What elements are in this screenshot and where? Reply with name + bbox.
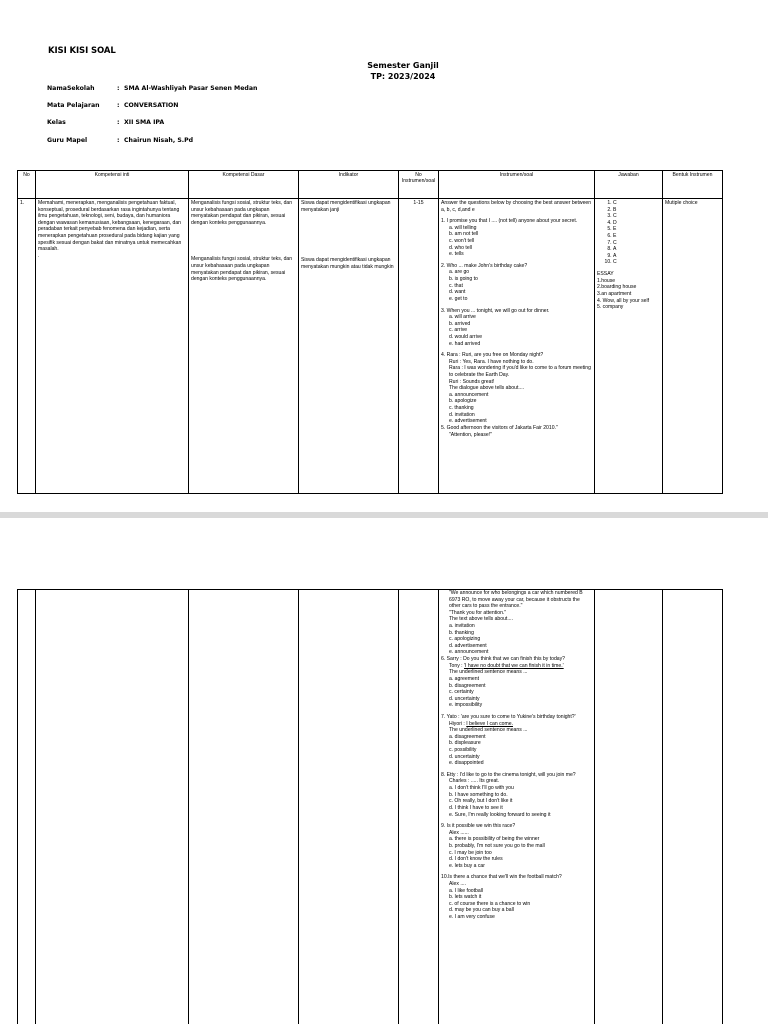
option: c. I may be join too bbox=[449, 849, 492, 856]
option: a. are go bbox=[449, 269, 470, 276]
question-5: 5. Good afternoon the visitors of Jakarta Fair 2010." bbox=[441, 424, 558, 431]
option: e. get to bbox=[449, 295, 468, 302]
option: e. had arrived bbox=[449, 340, 481, 347]
option: c. possibility bbox=[449, 747, 477, 754]
option: a. invitation bbox=[449, 623, 475, 630]
essay-answer: 5. company bbox=[597, 304, 624, 311]
option: b. apologize bbox=[449, 398, 477, 405]
ki-dot: . bbox=[38, 252, 40, 259]
underlined-sentence: I believe I can come. bbox=[466, 720, 513, 727]
header-kompetensi-inti: Kompetensi inti bbox=[36, 171, 189, 199]
question-3: 3. When you ... tonight, we will go out for dinner. bbox=[441, 307, 550, 314]
option: a. disagreement bbox=[449, 733, 486, 740]
option: b. disagreement bbox=[449, 682, 486, 689]
option: e. tells bbox=[449, 251, 464, 258]
option: c. arrive bbox=[449, 327, 468, 334]
speaker-label: Tony : bbox=[449, 662, 465, 669]
question-9: 9. Is it possible we win this race? bbox=[441, 823, 516, 830]
kisi-table bbox=[17, 170, 723, 494]
answer-item: 7. C bbox=[613, 240, 660, 247]
dialogue-line: Charles : ..... Its great. bbox=[449, 778, 500, 785]
option: b. thanking bbox=[449, 629, 474, 636]
option: c. won't tell bbox=[449, 238, 475, 245]
info-label: Guru Mapel bbox=[47, 137, 88, 144]
option: d. I think I have to see it bbox=[449, 804, 503, 811]
header-kompetensi-dasar: Kompetensi Dasar bbox=[189, 171, 299, 199]
answer-item: 9. A bbox=[613, 253, 660, 260]
option: d. would arrive bbox=[449, 333, 483, 340]
option: a. announcement bbox=[449, 391, 489, 398]
question-2: 2. Who ... make John's birthday cake? bbox=[441, 262, 528, 269]
table-row bbox=[18, 590, 723, 1024]
option: b. I have something to do. bbox=[449, 791, 508, 798]
essay-answer: 2.boarding house bbox=[597, 284, 637, 291]
dialogue-line: "Attention, please!" bbox=[449, 431, 492, 438]
dialogue-line: Ruri : Yes, Rara. I have nothing to do. bbox=[449, 358, 534, 365]
cell-kompetensi-inti bbox=[36, 199, 189, 494]
dialogue-line: Alex .... bbox=[449, 880, 466, 887]
info-value: SMA Al-Washliyah Pasar Senen Medan bbox=[124, 85, 258, 92]
answer-key-list bbox=[597, 200, 660, 266]
answer-item: 2. B bbox=[613, 207, 660, 214]
essay-title: ESSAY bbox=[597, 271, 614, 278]
ki-text: Memahami, menerapkan, menganalisis pengetahuan faktual, konseptual, prosedural berdasarkan rasa ingintahunya tentang ilmu pengetahuan, teknologi, seni, budaya, dan humaniora dengan wawasan kemanusiaan, kebangsaan, kenegaraan, dan peradaban terkait penyebab fenomena dan kejadian, serta menerapkan pengetahuan prosedural pada bidang kajian yang spesifik sesuai dengan bakat dan minatnya untuk memecahkan masalah. bbox=[38, 200, 182, 253]
question-6: 6. Sarry : Do you think that we can finish this by today? bbox=[441, 656, 566, 663]
question-prompt: The underlined sentence means ... bbox=[449, 727, 528, 734]
text-line: "We announce for who belongings a car which numbered B 6973 RO, to move away your car, because it obstructs the other cars to pass the entrance." bbox=[449, 590, 583, 610]
answer-item: 6. E bbox=[613, 233, 660, 240]
option: d. invitation bbox=[449, 411, 475, 418]
cell-instrumen bbox=[439, 199, 595, 494]
option: b. am not tell bbox=[449, 231, 479, 238]
answer-item: 8. A bbox=[613, 246, 660, 253]
option: e. impossibility bbox=[449, 702, 483, 709]
option: e. I am very confuse bbox=[449, 914, 495, 921]
instruction-text: Answer the questions below by choosing the best answer between a, b, c, d,and e bbox=[441, 200, 592, 213]
option: b. probably, I'm not sure you go to the mall bbox=[449, 842, 545, 849]
option: d. who tell bbox=[449, 244, 472, 251]
text-line: "Thank you for attention." bbox=[449, 609, 507, 616]
table-header-row bbox=[18, 171, 723, 199]
dialogue-line: Rara : I was wondering if you'd like to come to a forum meeting to celebrate the Earth Day. bbox=[449, 365, 591, 379]
text-line: The text above tells about.... bbox=[449, 616, 513, 623]
option: e. disappointed bbox=[449, 760, 484, 767]
info-label: Mata Pelajaran bbox=[47, 102, 100, 109]
cell-no-soal bbox=[399, 590, 439, 1024]
option: a. will telling bbox=[449, 224, 477, 231]
option: d. uncertainty bbox=[449, 695, 480, 702]
dialogue-line bbox=[441, 721, 592, 728]
option: b. arrived bbox=[449, 320, 471, 327]
cell-jawaban bbox=[595, 590, 663, 1024]
cell-instrumen bbox=[439, 590, 595, 1024]
option: c. thanking bbox=[449, 405, 474, 412]
header-indikator: Indikator bbox=[299, 171, 399, 199]
semester-label: Semester Ganjil bbox=[367, 61, 439, 70]
cell-no: 1. bbox=[18, 199, 36, 494]
option: a. will arrive bbox=[449, 314, 476, 321]
dialogue-line: Alex ...... bbox=[449, 829, 469, 836]
cell-no-soal: 1-15 bbox=[399, 199, 439, 494]
option: a. I don't think I'll go with you bbox=[449, 785, 514, 792]
option: c. of course there is a chance to win bbox=[449, 900, 531, 907]
underlined-sentence: 'I have no doubt that we can finish it in time.' bbox=[464, 662, 564, 669]
question-10: 10.Is there a chance that we'll win the football match? bbox=[441, 874, 562, 881]
kd-text-2: Menganalisis fungsi sosial, struktur teks, dan unsur kebahasaan pada ungkapan menyatakan pendapat dan pikiran, sesuai dengan konteks penggunaannya. bbox=[191, 256, 293, 283]
answer-item: 10. C bbox=[613, 259, 660, 266]
option: d. uncertainty bbox=[449, 753, 480, 760]
option: e. lets buy a car bbox=[449, 862, 485, 869]
dialogue-line: Ruri : Sounds great! bbox=[449, 378, 495, 385]
kd-text-1: Menganalisis fungsi sosial, struktur teks, dan unsur kebahasaan pada ungkapan menyatakan pendapat dan pikiran, sesuai dengan konteks penggunaannya. bbox=[191, 200, 293, 226]
option: d. I don't know the rules bbox=[449, 856, 503, 863]
option: b. displeasure bbox=[449, 740, 481, 747]
info-label: NamaSekolah bbox=[47, 85, 95, 92]
answer-item: 4. D bbox=[613, 220, 660, 227]
option: b. lets watch it bbox=[449, 894, 482, 901]
option: d. may be you can buy a ball bbox=[449, 907, 514, 914]
option: a. there is possibility of being the winner bbox=[449, 836, 540, 843]
question-prompt: The underlined sentence means ... bbox=[449, 669, 528, 676]
option: e. Sure, I'm really looking forward to seeing it bbox=[449, 811, 551, 818]
cell-bentuk: Mutiple choice bbox=[663, 199, 723, 494]
answer-item: 1. C bbox=[613, 200, 660, 207]
document-title: KISI KISI SOAL bbox=[48, 46, 116, 56]
dialogue-line bbox=[441, 663, 592, 670]
option: a. I like football bbox=[449, 887, 483, 894]
cell-kompetensi-dasar bbox=[189, 590, 299, 1024]
header-jawaban: Jawaban bbox=[595, 171, 663, 199]
option: c. that bbox=[449, 282, 463, 289]
essay-answer: 1.house bbox=[597, 277, 616, 284]
answer-item: 3. C bbox=[613, 213, 660, 220]
cell-indikator bbox=[299, 590, 399, 1024]
question-8: 8. Etty : I'd like to go to the cinema tonight, will you join me? bbox=[441, 771, 576, 778]
cell-indikator bbox=[299, 199, 399, 494]
option: e. advertisement bbox=[449, 418, 487, 425]
option: e. announcement bbox=[449, 649, 489, 656]
option: c. apologizing bbox=[449, 636, 481, 643]
answer-item: 5. E bbox=[613, 226, 660, 233]
essay-answer: 4. Wow, all by your self bbox=[597, 297, 649, 304]
option: a. agreement bbox=[449, 675, 480, 682]
info-value: Chairun Nisah, S.Pd bbox=[124, 137, 194, 144]
cell-bentuk bbox=[663, 590, 723, 1024]
speaker-label: Hiyori : bbox=[449, 720, 467, 727]
info-value: CONVERSATION bbox=[124, 102, 179, 109]
school-year-label: TP: 2023/2024 bbox=[370, 72, 436, 81]
page-1: KISI KISI SOAL Semester Ganjil TP: 2023/2024 NamaSekolah : SMA Al-Washliyah Pasar Senen Medan Mata Pelajaran : CONVERSATION Kelas : XII SMA IPA Guru Mapel : Chairun Nisah, S.Pd No Kompetensi inti Kompetensi Dasar Indikator No Instrumen/soal Instrumen/soal Jawaban Bentuk Instrumen 1. Memahami, menerapkan, menganalisis pengetahuan faktual, konseptual, prosedural berdasarkan rasa ingintahunya tentang ilmu pengetahuan, teknologi, seni, budaya, dan humaniora dengan wawasan kemanusiaan, kebangsaan, kenegaraan, dan peradaban terkait penyebab fenomena dan kejadian, serta menerapkan pengetahuan prosedural pada bidang kajian yang spesifik sesuai dengan bakat dan minatnya untuk memecahkan masalah. . Menganalisis fungsi sosial, struktur teks, dan unsur kebahasaan pada ungkapan menyatakan pendapat dan pikiran, sesuai dengan konteks penggunaannya. Menganalisis fungsi sosial, struktur teks, dan unsur kebahasaan pada ungkapan menyatakan pendapat dan pikiran, sesuai dengan konteks penggunaannya. Siswa dapat mengidentifikasi ungkapan menyatakan janji Siswa dapat mengidentifikasi ungkapan menyatakan mungkin atau tidak mungkin 1-15 Answer the questions below by choosing the best answer between a, b, c, d,and e 1. I promise you that I .... (not tell) anyone about your secret. a. will telling b. am not tell c. won't tell d. who tell e. tells 2. Who ... make John's birthday cake? a. are go b. is going to c. that d. want e. get to 3. When you ... tonight, we will go out for dinner. a. will arrive b. arrived c. arrive d. would arrive e. had arrived 4. Rara : Ruri, are you free on Monday night? Ruri : Yes, Rara. I have nothing to do. Rara : I was wondering if you'd like to come to a forum meeting to celebrate the Earth Day. Ruri : Sounds great! The dialogue above tells about.... a. announcement b. apologize c. thanking d. invitation e. advertisement 5. Good afternoon the visitors of Jakarta Fair 2010." "Attention, please!" 1. C 2. B 3. C 4. D 5. E 6. E 7. C 8. A 9. A 10. C ESSAY 1.house 2.boarding house 3.an apartment 4. Wow, all by your self 5. company Mutiple choice bbox=[0, 0, 768, 512]
header-no: No bbox=[18, 171, 36, 199]
kisi-table-continued bbox=[17, 589, 723, 1024]
option: c. Oh really, but I don't like it bbox=[449, 798, 513, 805]
dialogue-line: The dialogue above tells about.... bbox=[449, 385, 525, 392]
page-2 bbox=[0, 518, 768, 1024]
indikator-text-1: Siswa dapat mengidentifikasi ungkapan menyatakan janji bbox=[301, 200, 391, 213]
question-1: 1. I promise you that I .... (not tell) anyone about your secret. bbox=[441, 218, 578, 225]
question-7: 7. Yato : 'are you sure to come to Yukine's birthday tonight?' bbox=[441, 713, 576, 720]
option: b. is going to bbox=[449, 276, 478, 283]
table-row bbox=[18, 199, 723, 494]
header-bentuk: Bentuk Instrumen bbox=[663, 171, 723, 199]
cell-no bbox=[18, 590, 36, 1024]
option: d. want bbox=[449, 289, 466, 296]
header-instrumen: Instrumen/soal bbox=[439, 171, 595, 199]
option: d. advertisement bbox=[449, 642, 487, 649]
cell-kompetensi-inti bbox=[36, 590, 189, 1024]
cell-kompetensi-dasar bbox=[189, 199, 299, 494]
essay-answer: 3.an apartment bbox=[597, 290, 632, 297]
info-value: XII SMA IPA bbox=[124, 119, 165, 126]
cell-jawaban bbox=[595, 199, 663, 494]
header-no-soal: No Instrumen/soal bbox=[399, 171, 439, 199]
indikator-text-2: Siswa dapat mengidentifikasi ungkapan menyatakan mungkin atau tidak mungkin bbox=[301, 257, 394, 270]
question-4: 4. Rara : Ruri, are you free on Monday night? bbox=[441, 352, 544, 359]
option: c. certainty bbox=[449, 689, 474, 696]
info-label: Kelas bbox=[47, 119, 66, 126]
